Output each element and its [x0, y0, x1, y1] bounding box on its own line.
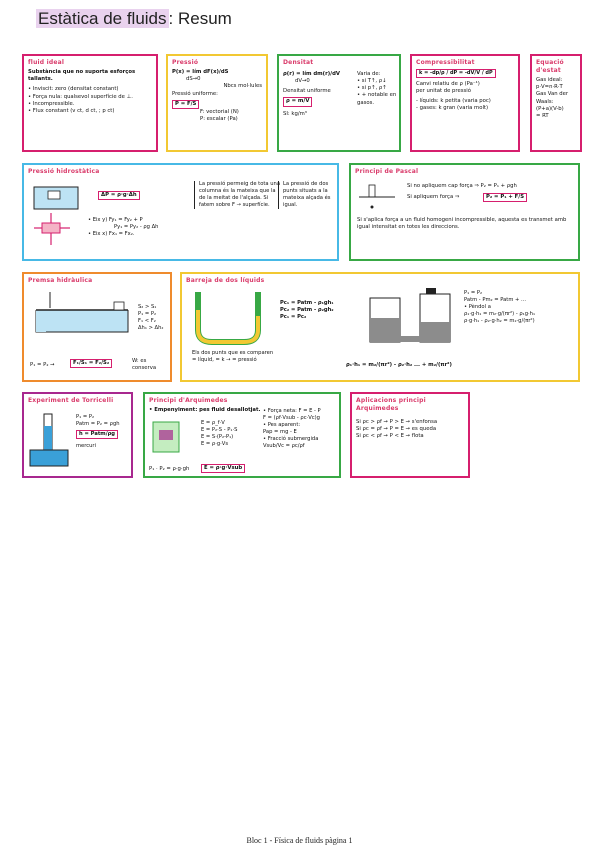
pascal-paragraph: Si s'aplica força a un fluid homogeni incompressible, aquesta es transmet amb igual intensitat en totes les direccions.	[357, 217, 567, 231]
densitat-depends-item: • si T↑, ρ↓	[357, 78, 387, 85]
hidrostatica-col1	[194, 181, 281, 209]
pascal-key-formula: P₂ = P₁ + F/S	[483, 193, 527, 202]
arquimedes-key-formula: E = ρ·g·Vsub	[201, 464, 245, 473]
arquimedes-right-line: Vsub/Vc = ρc/ρf	[263, 443, 305, 450]
densitat-si: SI: kg/m³	[283, 110, 307, 117]
densitat-heading: Densitat	[283, 59, 314, 66]
pressio-f-note: F: vectorial (N)	[200, 108, 239, 115]
aplicacions-line: Si ρc < ρf → P < E → flota	[356, 433, 424, 440]
premsa-key-formula: F₁/S₁ = F₂/S₂	[70, 359, 112, 368]
barreja-liquids-card	[180, 272, 580, 382]
densitat-formula: ρ(r) = lím dm(r)/dV	[283, 71, 340, 77]
fluid-ideal-card	[22, 54, 158, 152]
arquimedes-right-line: • Fracció submergida	[263, 436, 319, 443]
arquimedes-eq: E = ρ·g·Vs	[201, 441, 229, 448]
premsa-hidraulica-card	[22, 272, 172, 382]
arquimedes-bottom-left: P₁ · P₂ = ρ·g·gh	[149, 466, 190, 472]
pascal-container-sketch	[357, 179, 397, 215]
hidrostatica-eq: Py₁ = Py₂ - ρg Δh	[114, 224, 159, 231]
densitat-depends-item: • + notable en gasos.	[357, 92, 397, 106]
pressio-formula: P(x) = lím dF(x)/dS	[172, 69, 229, 76]
arquimedes-cylinder-sketch	[151, 418, 181, 454]
pressio-card	[166, 54, 268, 152]
fluid-ideal-item: • Força nula: qualsevol superfície de ⊥.	[28, 93, 133, 100]
pressio-note: Nbcs mol·lules	[223, 83, 262, 90]
aplicacions-line: Si ρc > ρf → P > E → s'enfonsa	[356, 419, 438, 426]
hidrostatica-key-formula: ΔP = ρ·g·Δh	[98, 191, 140, 200]
arquimedes-intro: • Empenyiment: pes fluid desallotjat.	[149, 407, 261, 414]
pascal-heading: Principi de Pascal	[355, 168, 419, 175]
barreja-bottom-eq: ρ₁·h₁ = m₂/(πr²) - ρ₂·h₂ ... + m₂/(πr²)	[346, 362, 452, 368]
densitat-limit: dV→0	[295, 78, 310, 85]
barreja-note: Els dos punts que es comparen	[192, 350, 274, 356]
compressibilitat-line: - líquids: k petita (varia poc)	[416, 98, 491, 105]
pressio-heading: Pressió	[172, 59, 199, 66]
arquimedes-heading: Principi d'Arquimedes	[149, 397, 228, 404]
densitat-key-formula: ρ = m/V	[283, 97, 312, 106]
pressio-limit: dS→0	[186, 76, 201, 83]
equacio-line: = RT	[536, 112, 549, 119]
torricelli-card	[22, 392, 133, 478]
fluid-ideal-item: • Inviscit: zero (densitat constant)	[28, 86, 119, 93]
premsa-eq: P₁ = P₂ →	[30, 362, 55, 368]
barreja-right-line: • Pèndol a	[464, 304, 491, 311]
pascal-line: Si apliquem força ⇒	[407, 194, 460, 200]
compressibilitat-line: per unitat de pressió	[416, 87, 471, 94]
barreja-right-line: Patm - Pm₂ = Patm + ...	[464, 297, 526, 304]
barreja-u-tube-sketch	[190, 290, 266, 346]
arquimedes-right-line: • Pes aparent:	[263, 422, 301, 429]
premsa-heading: Premsa hidràulica	[28, 277, 93, 284]
premsa-line: S₂ > S₁	[138, 304, 157, 310]
densitat-depends-item: • si p↑, ρ↑	[357, 85, 387, 92]
torricelli-line: P₁ = P₂	[76, 414, 95, 420]
hidrostatica-tank-sketch	[32, 183, 92, 253]
arquimedes-right-line: F = (ρf·Vsub - ρc·Vc)g	[263, 415, 320, 422]
torricelli-heading: Experiment de Torricelli	[28, 397, 114, 404]
hidrostatica-col2-text: La pressió de dos punts situats a la mateixa alçada és igual.	[283, 181, 331, 209]
page-title	[36, 9, 232, 29]
compressibilitat-key-formula: k = -dp/ρ / dP = -dV/V / dP	[416, 69, 496, 78]
fluid-ideal-item: • Flux constant (v ct, d ct, ; p ct)	[28, 107, 115, 114]
hidrostatica-col1-text: La pressió permeig de tota una columna és la mateixa que la de la meitat de l'alçada. Si fatem sobre F → superfície.	[199, 181, 281, 209]
pascal-card	[349, 163, 580, 261]
fluid-ideal-heading: fluid ideal	[28, 59, 65, 66]
barreja-right-line: ρ₁·g·h₁ = m₂·g/(πr²) - ρ₁g·h₁	[464, 311, 536, 318]
equacio-estat-card	[530, 54, 582, 152]
hidrostatica-eq: • Eix y) Fy₁ = Fy₂ + P	[88, 217, 143, 223]
barreja-eq: Pc₁ = Patm - ρ₁gh₁	[280, 300, 334, 306]
aplicacions-card	[350, 392, 470, 478]
aplicacions-heading: Aplicacions principi Arquimedes	[356, 397, 426, 413]
densitat-uniform-label: Densitat uniforme	[283, 88, 331, 95]
barreja-vessel-sketch	[366, 288, 454, 346]
fluid-ideal-intro: Substància que no suporta esforços tallants.	[28, 69, 136, 83]
barreja-right-line: P₁ = P₂	[464, 290, 483, 296]
premsa-line: F₁ < F₂	[138, 318, 156, 325]
premsa-line: Δh₁ > Δh₂	[138, 325, 164, 332]
pressio-p-note: P: escalar (Pa)	[200, 115, 238, 122]
compressibilitat-card	[410, 54, 520, 152]
equacio-line: Gas Van der	[536, 91, 569, 98]
pressio-hidrostatica-card	[22, 163, 339, 261]
hidrostatica-eq: • Eix x) Fx₁ = Fx₂.	[88, 231, 135, 238]
premsa-note: W: es conserva	[132, 358, 157, 372]
arquimedes-eq: E = ρ_f·V	[201, 420, 225, 426]
equacio-line: Gas ideal:	[536, 77, 563, 84]
fluid-ideal-item: • Incompressible.	[28, 100, 75, 107]
arquimedes-eq: E = P₂·S - P₁·S	[201, 427, 238, 434]
densitat-card	[277, 54, 401, 152]
arquimedes-right-line: Pap = mg - E	[263, 429, 297, 436]
barreja-note: = líquid, = k → = pressió	[192, 357, 257, 364]
barreja-eq: Pc₂ = Patm - ρ₂gh₂	[280, 307, 334, 314]
pressio-uniform-label: Pressió uniforme:	[172, 90, 218, 97]
barreja-heading: Barreja de dos líquids	[186, 277, 265, 284]
torricelli-tube-sketch	[28, 410, 72, 470]
compressibilitat-heading: Compressibilitat	[416, 59, 475, 66]
torricelli-note: mercuri	[76, 443, 96, 450]
barreja-eq: Pc₁ = Pc₂	[280, 314, 307, 321]
torricelli-line: Patm = P₂ = ρgh	[76, 421, 120, 428]
premsa-line: P₁ = P₂	[138, 311, 157, 318]
equacio-line: p·V=n·R·T	[536, 84, 563, 91]
premsa-press-sketch	[30, 288, 134, 338]
pascal-line: Si no apliquem cap força ⇒ P₂ = P₁ + ρgh	[407, 183, 517, 189]
aplicacions-line: Si ρc = ρf → P = E → es queda	[356, 426, 437, 433]
arquimedes-card	[143, 392, 341, 478]
compressibilitat-line: - gases: k gran (varia molt)	[416, 105, 489, 112]
barreja-right-line: ρ·g·h₁ - ρ₂·g·h₂ = m₂·g/(πr²)	[464, 318, 535, 325]
hidrostatica-heading: Pressió hidrostàtica	[28, 168, 100, 175]
title-highlight: Estàtica de fluids	[38, 9, 167, 28]
equacio-line: Waals:	[536, 98, 554, 105]
equacio-heading: Equació d'estat	[536, 59, 564, 75]
arquimedes-eq: E = S·(P₂-P₁)	[201, 434, 234, 441]
torricelli-key-formula: h = Patm/ρg	[76, 430, 118, 439]
densitat-depends-label: Varia de:	[357, 71, 381, 77]
page-footer: Bloc 1 - Física de fluids pàgina 1	[246, 836, 353, 845]
hidrostatica-col2	[278, 181, 339, 209]
compressibilitat-line: Canvi relatiu de ρ (Pa⁻¹)	[416, 80, 480, 87]
pressio-key-formula: P = F/S	[172, 100, 199, 109]
title-rest: : Resum	[168, 9, 232, 28]
arquimedes-right-line: • Força neta: F = E - P	[263, 408, 321, 414]
equacio-line: (P+a)(V-b)	[536, 105, 564, 112]
